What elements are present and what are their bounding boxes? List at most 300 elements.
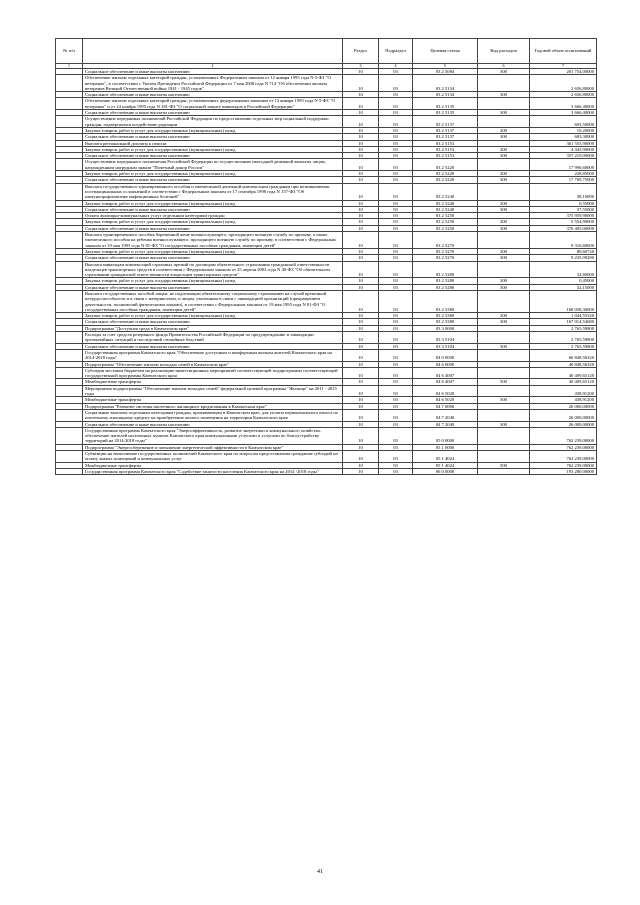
row-expense-type: 300 xyxy=(478,92,530,98)
table-row xyxy=(56,349,597,361)
row-subsection: 03 xyxy=(379,75,413,92)
row-target-article: 03 2 5135 xyxy=(413,98,478,110)
row-target-article: 03 2 5220 xyxy=(413,171,478,177)
row-amount: 2 656,80000 xyxy=(530,92,597,98)
row-section: 10 xyxy=(343,468,379,474)
row-number xyxy=(56,98,83,110)
table-row xyxy=(56,385,597,397)
header-cell: Раздел xyxy=(343,39,379,64)
row-name: Межбюджетные трансферты xyxy=(83,462,343,468)
row-subsection: 03 xyxy=(379,325,413,331)
row-amount: 26 000,00000 xyxy=(530,421,597,427)
row-name: Социальное обеспечение и иные выплаты населению xyxy=(83,177,343,183)
row-expense-type: 300 xyxy=(478,110,530,116)
row-subsection: 03 xyxy=(379,116,413,128)
row-amount: 167 014,54680 xyxy=(530,319,597,325)
header-cell: Подраздел xyxy=(379,39,413,64)
row-target-article: 03 2 5380 xyxy=(413,290,478,312)
row-section: 10 xyxy=(343,278,379,284)
row-expense-type xyxy=(478,451,530,463)
row-amount: 762 239,00000 xyxy=(530,427,597,444)
row-target-article: 03 2 5153 xyxy=(413,153,478,159)
row-expense-type: 200 xyxy=(478,278,530,284)
row-amount: 37,55000 xyxy=(530,206,597,212)
row-target-article: 05 1 0000 xyxy=(413,444,478,450)
row-subsection: 03 xyxy=(379,319,413,325)
row-subsection: 03 xyxy=(379,261,413,278)
row-subsection: 03 xyxy=(379,248,413,254)
row-expense-type: 300 xyxy=(478,284,530,290)
row-number xyxy=(56,468,83,474)
row-name: Выплата региональной доплаты к пенсии xyxy=(83,140,343,146)
table-row xyxy=(56,116,597,128)
page-number: 41 xyxy=(317,869,323,875)
row-expense-type: 200 xyxy=(478,171,530,177)
row-name: Межбюджетные трансферты xyxy=(83,379,343,385)
row-amount: 40 848,56320 xyxy=(530,361,597,367)
row-subsection: 03 xyxy=(379,146,413,152)
row-subsection: 03 xyxy=(379,397,413,403)
row-amount: 26 000,00000 xyxy=(530,403,597,409)
row-number xyxy=(56,116,83,128)
row-expense-type xyxy=(478,183,530,200)
row-target-article: 05 1 4024 xyxy=(413,462,478,468)
row-name: Оплата жилищно-коммунальных услуг отдельным категориям граждан xyxy=(83,213,343,219)
row-subsection: 03 xyxy=(379,219,413,225)
row-target-article: 03 2 5250 xyxy=(413,213,478,219)
row-expense-type: 200 xyxy=(478,313,530,319)
row-section: 10 xyxy=(343,284,379,290)
row-amount: 4 345,90000 xyxy=(530,146,597,152)
row-section: 10 xyxy=(343,98,379,110)
row-name: Государственная программа Камчатского края "Содействие занятости населения Камчатского края на 2014 -2018 годы" xyxy=(83,468,343,474)
table-row xyxy=(56,332,597,344)
row-subsection: 03 xyxy=(379,232,413,249)
row-name: Закупка товаров, работ и услуг для государственных (муниципальных) нужд xyxy=(83,200,343,206)
row-name: Закупка товаров, работ и услуг для государственных (муниципальных) нужд xyxy=(83,146,343,152)
row-name: Выплата государственных пособий лицам, не подлежащим обязательному социальному страхованию на случай временной нетрудоспособности и в связи с материнством, и лицам, уволенным в связи с ликвидацией организаций (прекращением деятельности, полномочий физическими лицами), в соответствии с Федеральным законом от 19 мая 1995 года N 81-ФЗ "О государственных пособиях гражданам, имеющим детей" xyxy=(83,290,343,312)
column-number: 4 xyxy=(379,64,413,69)
row-section: 10 xyxy=(343,110,379,116)
row-section: 10 xyxy=(343,385,379,397)
row-subsection: 03 xyxy=(379,134,413,140)
row-name: Межбюджетные трансферты xyxy=(83,397,343,403)
row-section: 10 xyxy=(343,367,379,379)
row-name: Подпрограмма "Энергосбережение и повышение энергетической эффективности в Камчатском крае" xyxy=(83,444,343,450)
row-amount: 40 409,65120 xyxy=(530,367,597,379)
row-name: Обеспечение жильем отдельных категорий граждан, установленных федеральными законами от 12 января 1995 года N 5-ФЗ "О ветеранах" и от 24 ноября 1995 года N 181-ФЗ "О социальной защите инвалидов в Российской Федерации" xyxy=(83,98,343,110)
row-section: 10 xyxy=(343,451,379,463)
row-expense-type: 300 xyxy=(478,255,530,261)
row-expense-type xyxy=(478,232,530,249)
row-target-article: 04 0 0000 xyxy=(413,349,478,361)
row-subsection: 03 xyxy=(379,427,413,444)
row-name: Социальное обеспечение и иные выплаты населению xyxy=(83,225,343,231)
row-section: 10 xyxy=(343,92,379,98)
header-cell: Вид расходов xyxy=(478,39,530,64)
row-number xyxy=(56,385,83,397)
row-subsection: 03 xyxy=(379,255,413,261)
row-section: 10 xyxy=(343,140,379,146)
row-number xyxy=(56,427,83,444)
row-target-article: 03 2 5270 xyxy=(413,255,478,261)
row-subsection: 03 xyxy=(379,183,413,200)
row-amount: 2 765,59800 xyxy=(530,343,597,349)
row-expense-type: 300 xyxy=(478,225,530,231)
row-name: Социальное обеспечение и иные выплаты населению xyxy=(83,92,343,98)
row-subsection: 03 xyxy=(379,200,413,206)
row-amount: 1 044,55320 xyxy=(530,313,597,319)
row-subsection: 03 xyxy=(379,421,413,427)
row-subsection: 03 xyxy=(379,403,413,409)
row-expense-type xyxy=(478,290,530,312)
row-amount: 66 848,56320 xyxy=(530,349,597,361)
row-target-article: 03 2 5380 xyxy=(413,313,478,319)
row-section: 10 xyxy=(343,421,379,427)
row-section: 10 xyxy=(343,379,379,385)
row-expense-type xyxy=(478,367,530,379)
row-name: Социальное обеспечение и иные выплаты населению xyxy=(83,421,343,427)
row-target-article: 04 6 5020 xyxy=(413,385,478,397)
row-amount: 26 000,00000 xyxy=(530,409,597,421)
table-row xyxy=(56,183,597,200)
row-subsection: 03 xyxy=(379,225,413,231)
row-number xyxy=(56,75,83,92)
row-name: Подпрограмма "Обеспечение жильем молодых семей в Камчатском крае" xyxy=(83,361,343,367)
row-section: 10 xyxy=(343,225,379,231)
row-name: Закупка товаров, работ и услуг для государственных (муниципальных) нужд xyxy=(83,313,343,319)
table-row xyxy=(56,367,597,379)
row-target-article: 03 2 5250 xyxy=(413,225,478,231)
row-number xyxy=(56,332,83,344)
table-row xyxy=(56,451,597,463)
table-row xyxy=(56,75,597,92)
row-section: 10 xyxy=(343,146,379,152)
column-number: 3 xyxy=(343,64,379,69)
row-target-article: 03 2 5137 xyxy=(413,134,478,140)
row-expense-type: 300 xyxy=(478,319,530,325)
row-subsection: 03 xyxy=(379,213,413,219)
row-amount: 683,30000 xyxy=(530,134,597,140)
row-amount: 762 239,00000 xyxy=(530,462,597,468)
row-target-article: 03 2 5280 xyxy=(413,278,478,284)
row-subsection: 03 xyxy=(379,385,413,397)
row-amount: 762 239,00000 xyxy=(530,451,597,463)
row-subsection: 03 xyxy=(379,140,413,146)
row-section: 10 xyxy=(343,313,379,319)
row-name: Субсидии местным бюджетам на реализацию инвестиционных мероприятий соответствующей подпрограммы соответствующей государственной программы Камчатского края xyxy=(83,367,343,379)
row-number xyxy=(56,232,83,249)
row-subsection: 03 xyxy=(379,69,413,75)
row-amount: 2 765,59800 xyxy=(530,332,597,344)
row-section: 10 xyxy=(343,75,379,92)
row-target-article: 03 2 5250 xyxy=(413,219,478,225)
row-amount: 3 666,40000 xyxy=(530,98,597,110)
budget-table-sheet xyxy=(55,38,596,475)
row-name: Субвенции на выполнение государственных полномочий Камчатского края по вопросам предоставления гражданам субсидий на оплату жилых помещений и коммунальных услуг xyxy=(83,451,343,463)
row-expense-type: 200 xyxy=(478,127,530,133)
row-name: Закупка товаров, работ и услуг для государственных (муниципальных) нужд xyxy=(83,127,343,133)
row-section: 10 xyxy=(343,153,379,159)
row-expense-type: 300 xyxy=(478,343,530,349)
row-target-article: 03 2 5137 xyxy=(413,127,478,133)
row-expense-type xyxy=(478,332,530,344)
row-amount: 168 058,30000 xyxy=(530,290,597,312)
row-target-article: 05 1 4024 xyxy=(413,451,478,463)
row-subsection: 03 xyxy=(379,349,413,361)
row-subsection: 03 xyxy=(379,284,413,290)
row-section: 10 xyxy=(343,261,379,278)
row-number xyxy=(56,159,83,171)
row-name: Обеспечение жильем отдельных категорий граждан, установленных Федеральным законом от 12 января 1995 года N 5-ФЗ "О ветеранах", в соответствии с Указом Президента Российской Федерации от 7 мая 2008 года N 714 "Об обеспечении жильем ветеранов Великой Отечественной войны 1941 - 1945 годов" xyxy=(83,75,343,92)
row-amount: 762 239,00000 xyxy=(530,444,597,450)
row-number xyxy=(56,409,83,421)
row-amount: 17 996,60000 xyxy=(530,159,597,171)
row-amount: 2 656,80000 xyxy=(530,75,597,92)
row-name: Социальное обеспечение и иные выплаты населению xyxy=(83,206,343,212)
row-target-article: 03 2 5280 xyxy=(413,261,478,278)
row-subsection: 03 xyxy=(379,177,413,183)
table-row xyxy=(56,290,597,312)
row-amount: 201 754,00000 xyxy=(530,69,597,75)
row-section: 10 xyxy=(343,116,379,128)
row-amount: 38,10000 xyxy=(530,183,597,200)
row-subsection: 03 xyxy=(379,361,413,367)
row-target-article: 04 7 2040 xyxy=(413,409,478,421)
row-target-article: 03 2 5270 xyxy=(413,248,478,254)
column-number: 1 xyxy=(56,64,83,69)
row-expense-type: 300 xyxy=(478,69,530,75)
row-section: 10 xyxy=(343,325,379,331)
row-target-article: 03 2 5220 xyxy=(413,177,478,183)
row-name: Закупка товаров, работ и услуг для государственных (муниципальных) нужд xyxy=(83,248,343,254)
row-section: 10 xyxy=(343,177,379,183)
row-subsection: 03 xyxy=(379,462,413,468)
row-amount: 32,60000 xyxy=(530,261,597,278)
row-target-article: 03 2 5270 xyxy=(413,232,478,249)
row-expense-type xyxy=(478,427,530,444)
budget-table xyxy=(55,38,597,475)
row-section: 10 xyxy=(343,427,379,444)
row-subsection: 03 xyxy=(379,98,413,110)
row-amount: 693,50000 xyxy=(530,116,597,128)
row-amount: 438,91200 xyxy=(530,385,597,397)
row-expense-type xyxy=(478,98,530,110)
row-name: Социальное обеспечение и иные выплаты населению xyxy=(83,134,343,140)
row-target-article: 03 2 5220 xyxy=(413,159,478,171)
row-subsection: 03 xyxy=(379,206,413,212)
row-subsection: 03 xyxy=(379,468,413,474)
row-target-article: 04 6 4007 xyxy=(413,379,478,385)
table-row xyxy=(56,159,597,171)
row-subsection: 03 xyxy=(379,278,413,284)
row-target-article: 03 2 5240 xyxy=(413,183,478,200)
row-section: 10 xyxy=(343,219,379,225)
row-expense-type: 200 xyxy=(478,146,530,152)
column-number: 2 xyxy=(83,64,343,69)
row-name: Расходы за счет средств резервного фонда Правительства Российской Федерации по предупреждению и ликвидации чрезвычайных ситуаций и последствий стихийных бедствий xyxy=(83,332,343,344)
row-expense-type xyxy=(478,261,530,278)
row-target-article: 03 2 5137 xyxy=(413,116,478,128)
row-section: 10 xyxy=(343,403,379,409)
header-row xyxy=(56,39,597,64)
row-target-article: 03 2 5084 xyxy=(413,69,478,75)
row-amount: 5 554,90000 xyxy=(530,219,597,225)
row-expense-type: 300 xyxy=(478,134,530,140)
row-amount: 375 959,90000 xyxy=(530,213,597,219)
header-cell: № п/п xyxy=(56,39,83,64)
row-section: 10 xyxy=(343,183,379,200)
table-row xyxy=(56,232,597,249)
row-name: Социальное обеспечение и иные выплаты населению xyxy=(83,110,343,116)
row-amount: 228,85000 xyxy=(530,171,597,177)
row-subsection: 03 xyxy=(379,409,413,421)
row-expense-type xyxy=(478,349,530,361)
row-expense-type: 300 xyxy=(478,177,530,183)
row-subsection: 03 xyxy=(379,451,413,463)
row-name: Социальное обеспечение и иные выплаты населению xyxy=(83,343,343,349)
row-name: Закупка товаров, работ и услуг для государственных (муниципальных) нужд xyxy=(83,278,343,284)
row-number xyxy=(56,349,83,361)
row-name: Закупка товаров, работ и услуг для государственных (муниципальных) нужд xyxy=(83,171,343,177)
row-target-article: 03 3 5104 xyxy=(413,343,478,349)
row-target-article: 06 0 0000 xyxy=(413,468,478,474)
row-section: 10 xyxy=(343,319,379,325)
row-number xyxy=(56,183,83,200)
row-subsection: 03 xyxy=(379,159,413,171)
row-expense-type: 200 xyxy=(478,200,530,206)
row-section: 10 xyxy=(343,171,379,177)
row-number xyxy=(56,367,83,379)
row-name: Подпрограмма "Доступная среда в Камчатском крае" xyxy=(83,325,343,331)
row-section: 10 xyxy=(343,69,379,75)
row-amount: 32,15000 xyxy=(530,284,597,290)
row-target-article: 03 2 5240 xyxy=(413,200,478,206)
row-amount: 17 769,75000 xyxy=(530,177,597,183)
row-subsection: 03 xyxy=(379,127,413,133)
row-expense-type: 500 xyxy=(478,462,530,468)
row-name: Мероприятия подпрограммы "Обеспечение жильем молодых семей" федеральной целевой программы "Жилище" на 2011 - 2015 годы xyxy=(83,385,343,397)
row-name: Закупка товаров, работ и услуг для государственных (муниципальных) нужд xyxy=(83,219,343,225)
table-body xyxy=(56,69,597,475)
row-amount: 2 765,59800 xyxy=(530,325,597,331)
row-section: 10 xyxy=(343,232,379,249)
row-target-article: 03 2 5153 xyxy=(413,140,478,146)
table-row xyxy=(56,98,597,110)
table-row xyxy=(56,409,597,421)
row-amount: 357 210,00000 xyxy=(530,153,597,159)
row-target-article: 03 2 5280 xyxy=(413,284,478,290)
row-section: 10 xyxy=(343,462,379,468)
row-section: 10 xyxy=(343,206,379,212)
row-section: 10 xyxy=(343,409,379,421)
row-expense-type: 300 xyxy=(478,421,530,427)
row-expense-type xyxy=(478,385,530,397)
row-expense-type xyxy=(478,116,530,128)
row-section: 10 xyxy=(343,343,379,349)
row-section: 10 xyxy=(343,332,379,344)
row-number xyxy=(56,290,83,312)
header-cell: Целевая статья xyxy=(413,39,478,64)
row-amount: 9 316,60000 xyxy=(530,232,597,249)
row-target-article: 03 2 5134 xyxy=(413,92,478,98)
row-number xyxy=(56,261,83,278)
row-section: 10 xyxy=(343,255,379,261)
row-target-article: 03 3 0000 xyxy=(413,325,478,331)
row-amount: 361 555,90000 xyxy=(530,140,597,146)
table-row xyxy=(56,261,597,278)
row-expense-type xyxy=(478,159,530,171)
row-subsection: 03 xyxy=(379,313,413,319)
table-row xyxy=(56,468,597,474)
column-number: 7 xyxy=(530,64,597,69)
row-name: Подпрограмма "Развитие системы ипотечного жилищного кредитования в Камчатском крае" xyxy=(83,403,343,409)
header-cell xyxy=(83,39,343,64)
row-subsection: 03 xyxy=(379,379,413,385)
row-expense-type xyxy=(478,75,530,92)
row-subsection: 03 xyxy=(379,153,413,159)
row-name: Социальное обеспечение и иные выплаты населению xyxy=(83,284,343,290)
column-number: 5 xyxy=(413,64,478,69)
row-subsection: 03 xyxy=(379,343,413,349)
row-expense-type xyxy=(478,468,530,474)
row-amount: 10,20000 xyxy=(530,127,597,133)
row-target-article: 03 2 5380 xyxy=(413,319,478,325)
row-target-article: 05 0 0000 xyxy=(413,427,478,444)
row-target-article: 03 2 5135 xyxy=(413,110,478,116)
row-subsection: 03 xyxy=(379,92,413,98)
row-subsection: 03 xyxy=(379,290,413,312)
row-name: Выплата инвалидам компенсаций страховых премий по договорам обязательного страхования гражданской ответственности владельцев транспортных средств в соответствии с Федеральным законом от 25 апреля 2002 года N 40-ФЗ "Об обязательном страховании гражданской ответственности владельцев транспортных средств" xyxy=(83,261,343,278)
row-target-article: 03 2 5153 xyxy=(413,146,478,152)
row-name: Государственная программа Камчатского края "Энергоэффективность, развитие энергетики и коммунального хозяйства, обеспечение жителей населенных пунктов Камчатского края коммунальными услугами и услугами по благоустройству территорий на 2014-2018 годы" xyxy=(83,427,343,444)
row-section: 10 xyxy=(343,200,379,206)
table-row xyxy=(56,427,597,444)
row-target-article: 04 7 2040 xyxy=(413,421,478,427)
header-cell: Годовой объем ассигнований xyxy=(530,39,597,64)
row-section: 10 xyxy=(343,159,379,171)
row-name: Социальные выплаты отдельным категориям граждан, проживающим в Камчатском крае, для уплаты первоначального взноса по ипотечному жилищному кредиту на приобретение жилого помещения на территории Камчатского края xyxy=(83,409,343,421)
row-name: Социальное обеспечение и иные выплаты населению xyxy=(83,69,343,75)
row-expense-type: 300 xyxy=(478,153,530,159)
row-amount: 0,55000 xyxy=(530,200,597,206)
row-target-article: 03 2 5134 xyxy=(413,75,478,92)
row-target-article: 04 6 0000 xyxy=(413,361,478,367)
row-target-article: 04 7 0000 xyxy=(413,403,478,409)
row-subsection: 03 xyxy=(379,171,413,177)
row-section: 10 xyxy=(343,134,379,140)
row-section: 10 xyxy=(343,127,379,133)
row-name: Социальное обеспечение и иные выплаты населению xyxy=(83,255,343,261)
row-name: Выплата государственного единовременного пособия и ежемесячной денежной компенсации гражданам при возникновении поствакцинальных осложнений в соответствии с Федеральным законом от 17 сентября 1998 года N 157-ФЗ "Об иммунопрофилактике инфекционных болезней" xyxy=(83,183,343,200)
row-section: 10 xyxy=(343,397,379,403)
row-subsection: 03 xyxy=(379,367,413,379)
row-amount: 193 280,00000 xyxy=(530,468,597,474)
row-target-article: 03 2 5240 xyxy=(413,206,478,212)
row-expense-type: 500 xyxy=(478,397,530,403)
row-amount: 40 409,65120 xyxy=(530,379,597,385)
row-expense-type: 300 xyxy=(478,206,530,212)
row-amount: 3 666,40000 xyxy=(530,110,597,116)
row-expense-type xyxy=(478,409,530,421)
row-expense-type: 500 xyxy=(478,379,530,385)
row-amount: 9 235,99280 xyxy=(530,255,597,261)
row-target-article: 03 3 5104 xyxy=(413,332,478,344)
row-name: Выплата единовременного пособия беременной жене военнослужащего, проходящего военную службу по призыву, а также ежемесячного пособия на ребенка военнослужащего, проходящего военную службу по призыву, в соответствии с Федеральным законом от 19 мая 1995 года N 81-ФЗ "О государственных пособиях гражданам, имеющим детей" xyxy=(83,232,343,249)
row-amount: 80,60720 xyxy=(530,248,597,254)
row-expense-type: 200 xyxy=(478,248,530,254)
row-name: Осуществление переданного полномочия Российской Федерации по осуществлению ежегодной денежной выплаты лицам, награжденным нагрудным знаком "Почетный донор России" xyxy=(83,159,343,171)
